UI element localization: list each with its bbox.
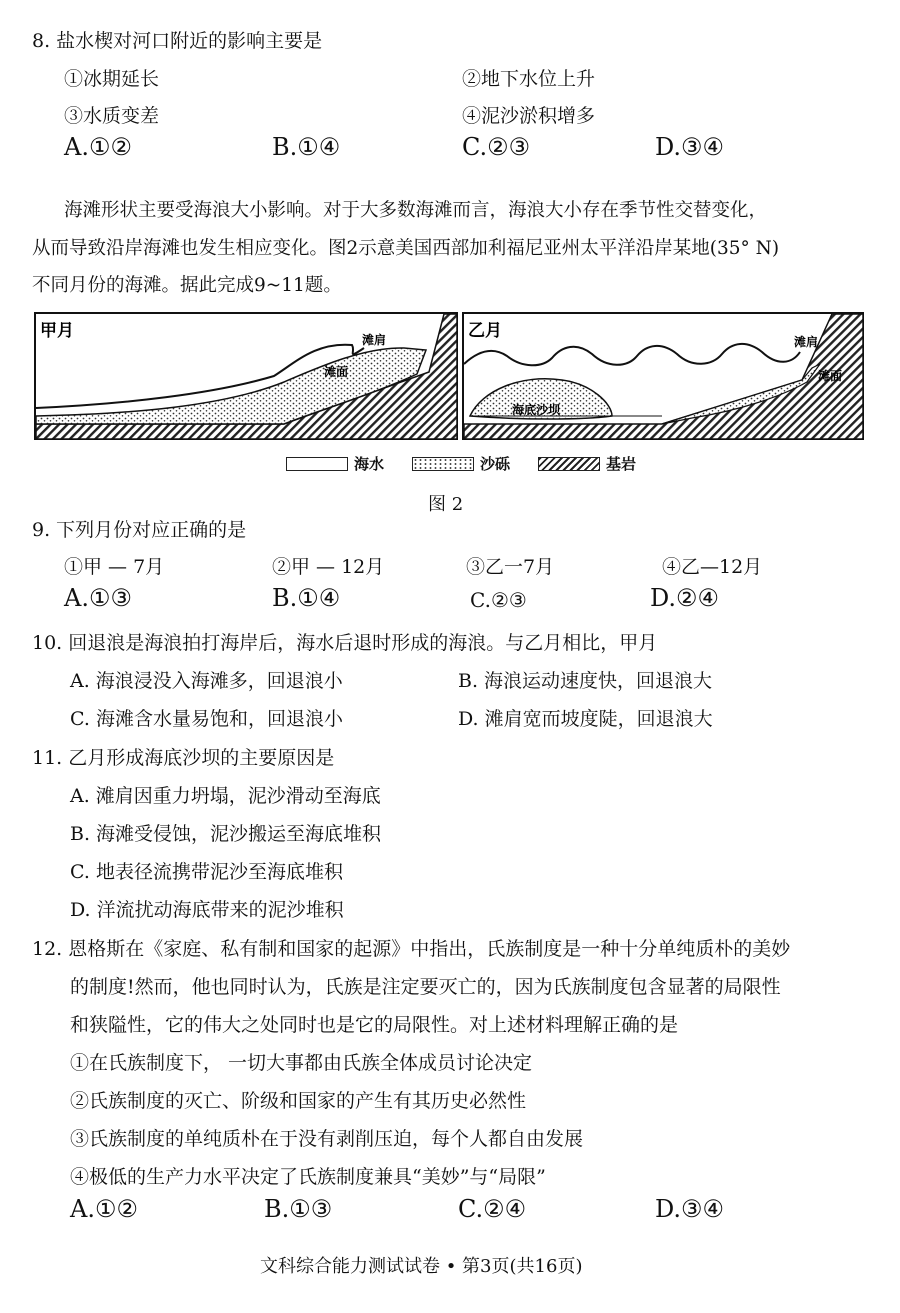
page-footer: 文科综合能力测试试卷 • 第3页(共16页) bbox=[260, 1256, 583, 1277]
q12-option-3: ③氏族制度的单纯质朴在于没有剥削压迫，每个人都自由发展 bbox=[70, 1128, 584, 1150]
q8-option-1: ①冰期延长 bbox=[64, 68, 160, 90]
q8-option-3: ③水质变差 bbox=[64, 105, 160, 127]
q10-stem: 10. 回退浪是海浪拍打海岸后，海水后退时形成的海浪。与乙月相比，甲月 bbox=[32, 632, 658, 654]
q12-stem-line-2: 的制度!然而，他也同时认为，氏族是注定要灭亡的，因为氏族制度包含显著的局限性 bbox=[70, 976, 781, 998]
q12-stem-line-1: 12. 恩格斯在《家庭、私有制和国家的起源》中指出，氏族制度是一种十分单纯质朴的美妙 bbox=[32, 938, 791, 960]
panel-yi-label-face: 滩面 bbox=[818, 369, 843, 383]
q9-option-3: ③乙一7月 bbox=[466, 556, 555, 578]
passage-line-3: 不同月份的海滩。据此完成9~11题。 bbox=[32, 275, 342, 296]
q8-stem: 8. 盐水楔对河口附近的影响主要是 bbox=[32, 30, 323, 52]
gravel-swatch-icon bbox=[412, 457, 474, 471]
q10-option-b: B. 海浪运动速度快，回退浪大 bbox=[458, 670, 713, 692]
seawater-swatch-icon bbox=[286, 457, 348, 471]
q9-option-2: ②甲 — 12月 bbox=[272, 556, 385, 578]
q10-option-d: D. 滩肩宽而坡度陡，回退浪大 bbox=[458, 708, 713, 730]
figure-panel-jia bbox=[34, 312, 458, 440]
bedrock-swatch-icon bbox=[538, 457, 600, 471]
q8-answer-d: D.③④ bbox=[655, 133, 725, 161]
panel-yi-label-berm: 滩肩 bbox=[794, 335, 819, 349]
q11-stem: 11. 乙月形成海底沙坝的主要原因是 bbox=[32, 747, 335, 769]
q9-stem: 9. 下列月份对应正确的是 bbox=[32, 519, 247, 541]
q12-answer-b: B.①③ bbox=[264, 1195, 333, 1223]
q11-option-b: B. 海滩受侵蚀，泥沙搬运至海底堆积 bbox=[70, 823, 382, 845]
legend-bedrock-label: 基岩 bbox=[606, 455, 637, 473]
q8-option-4: ④泥沙淤积增多 bbox=[462, 105, 596, 127]
legend-seawater bbox=[286, 453, 384, 474]
q9-option-1: ①甲 — 7月 bbox=[64, 556, 165, 578]
legend-gravel bbox=[412, 453, 510, 474]
legend-gravel-label: 沙砾 bbox=[480, 455, 511, 473]
q8-answer-c: C.②③ bbox=[462, 133, 531, 161]
passage-line-2: 从而导致沿岸海滩也发生相应变化。图2示意美国西部加利福尼亚州太平洋沿岸某地(35° N) bbox=[32, 238, 780, 259]
q12-stem-line-3: 和狭隘性，它的伟大之处同时也是它的局限性。对上述材料理解正确的是 bbox=[70, 1014, 679, 1036]
panel-jia-label-face: 滩面 bbox=[324, 365, 349, 379]
legend-bedrock bbox=[538, 453, 636, 474]
q9-answer-b: B.①④ bbox=[272, 584, 341, 612]
q9-answer-c: C.②③ bbox=[470, 588, 527, 612]
q11-option-c: C. 地表径流携带泥沙至海底堆积 bbox=[70, 861, 343, 883]
q8-answer-a: A.①② bbox=[64, 133, 132, 161]
q9-answer-d: D.②④ bbox=[650, 584, 720, 612]
panel-yi-label-sandbar: 海底沙坝 bbox=[512, 403, 561, 417]
q12-option-4: ④极低的生产力水平决定了氏族制度兼具“美妙”与“局限” bbox=[70, 1166, 546, 1188]
figure-panel-yi bbox=[462, 312, 864, 440]
panel-jia-title: 甲月 bbox=[40, 321, 74, 341]
q12-option-1: ①在氏族制度下， 一切大事都由氏族全体成员讨论决定 bbox=[70, 1052, 533, 1074]
panel-yi-title: 乙月 bbox=[468, 321, 502, 341]
q8-answer-b: B.①④ bbox=[272, 133, 341, 161]
legend-seawater-label: 海水 bbox=[354, 455, 385, 473]
passage-line-1: 海滩形状主要受海浪大小影响。对于大多数海滩而言，海浪大小存在季节性交替变化， bbox=[64, 200, 768, 221]
q10-option-a: A. 海浪浸没入海滩多，回退浪小 bbox=[70, 670, 343, 692]
q12-option-2: ②氏族制度的灭亡、阶级和国家的产生有其历史必然性 bbox=[70, 1090, 527, 1112]
q10-option-c: C. 海滩含水量易饱和，回退浪小 bbox=[70, 708, 343, 730]
q12-answer-a: A.①② bbox=[70, 1195, 138, 1223]
figure-caption: 图 2 bbox=[428, 494, 464, 515]
q9-answer-a: A.①③ bbox=[64, 584, 132, 612]
q12-answer-c: C.②④ bbox=[458, 1195, 527, 1223]
q8-option-2: ②地下水位上升 bbox=[462, 68, 596, 90]
panel-jia-label-berm: 滩肩 bbox=[362, 333, 387, 347]
q11-option-d: D. 洋流扰动海底带来的泥沙堆积 bbox=[70, 899, 344, 921]
q12-answer-d: D.③④ bbox=[655, 1195, 725, 1223]
q9-option-4: ④乙—12月 bbox=[662, 556, 763, 578]
q11-option-a: A. 滩肩因重力坍塌，泥沙滑动至海底 bbox=[70, 785, 381, 807]
